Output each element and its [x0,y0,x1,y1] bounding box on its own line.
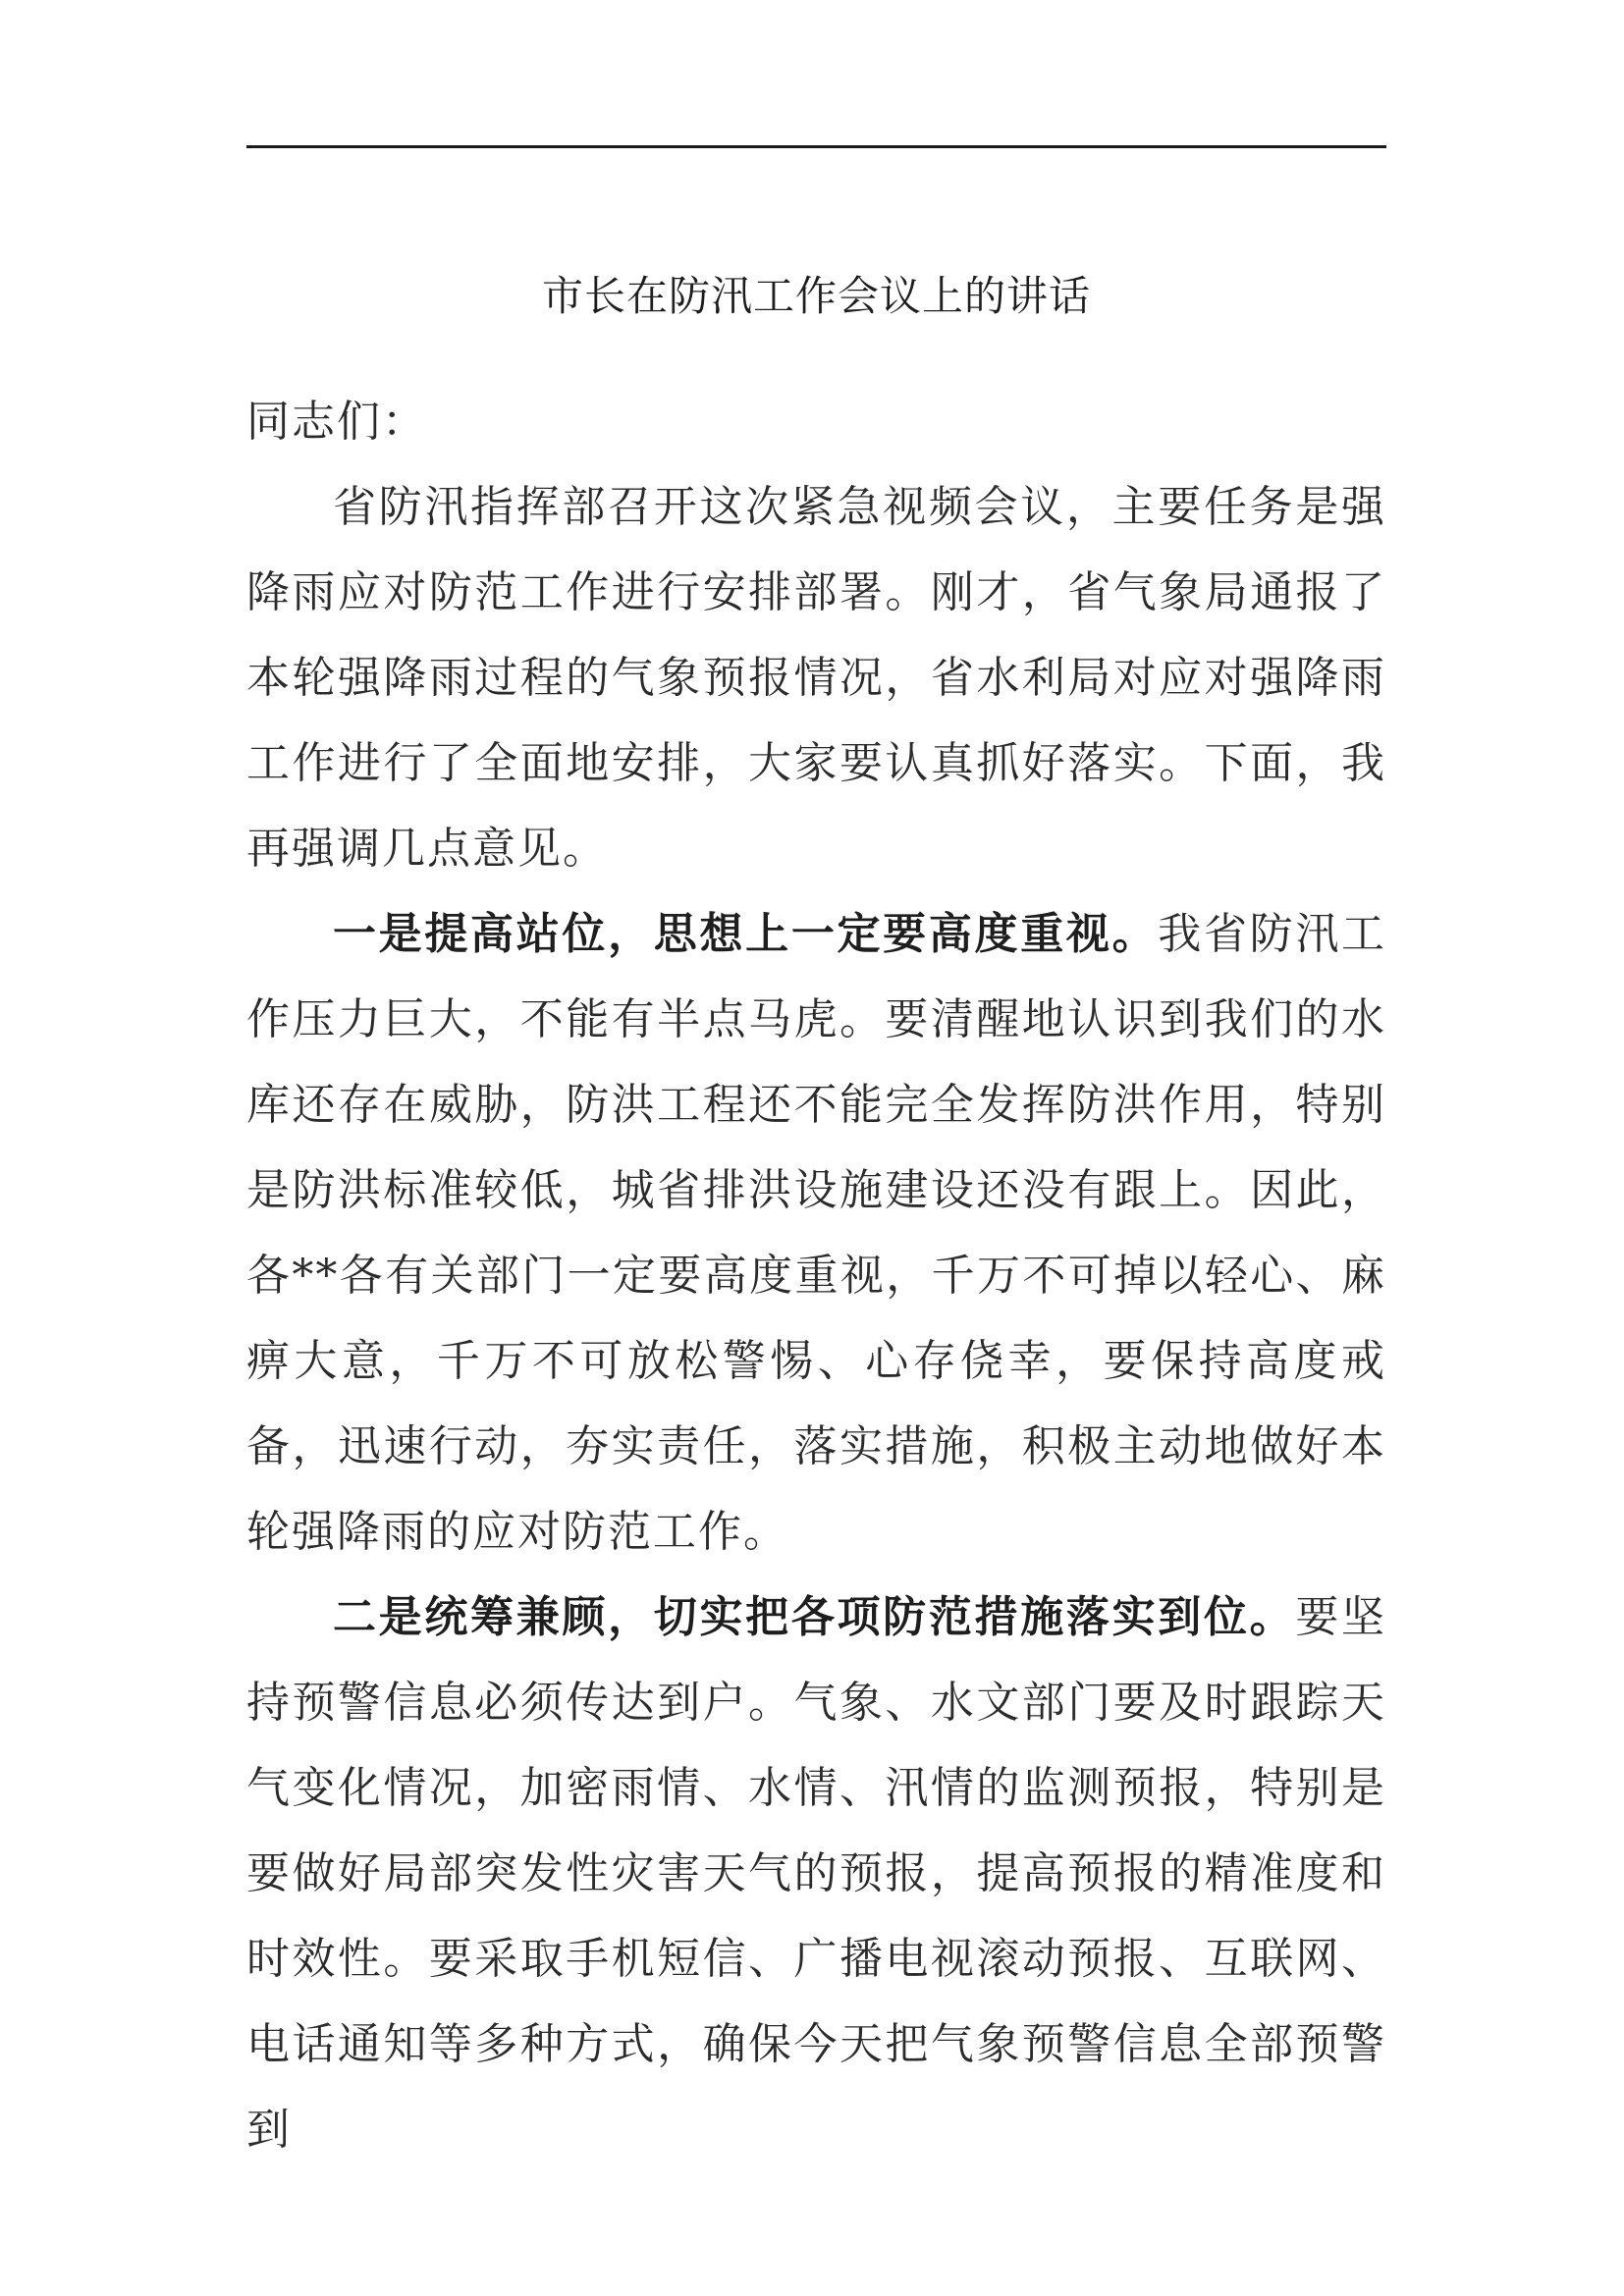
document-body [246,379,1386,2172]
salutation: 同志们： [246,397,427,447]
paragraph-point-1 [246,891,1386,1575]
header-rule [246,145,1386,148]
paragraph-text: 我省防汛工作压力巨大，不能有半点马虎。要清醒地认识到我们的水库还存在威胁，防洪工程还不能完全发挥防洪作用，特别是防洪标准较低，城省排洪设施建设还没有跟上。因此，各**各有关部门一定要高度重视，千万不可掉以轻心、麻痹大意，千万不可放松警惕、心存侥幸，要保持高度戒备，迅速行动，夯实责任，落实措施，积极主动地做好本轮强降雨的应对防范工作。 [246,909,1387,1557]
paragraph-intro [246,464,1386,891]
paragraph-point-2 [246,1575,1386,2172]
paragraph-text: 省防汛指挥部召开这次紧急视频会议，主要任务是强降雨应对防范工作进行安排部署。刚才，省气象局通报了本轮强降雨过程的气象预报情况，省水利局对应对强降雨工作进行了全面地安排，大家要认真抓好落实。下面，我再强调几点意见。 [246,482,1386,874]
paragraph-lead: 二是统筹兼顾，切实把各项防范措施落实到位。 [333,1592,1296,1642]
paragraph-lead: 一是提高站位，思想上一定要高度重视。 [333,909,1159,959]
document-title: 市长在防汛工作会议上的讲话 [541,272,1091,320]
paragraph-text: 要坚持预警信息必须传达到户。气象、水文部门要及时跟踪天气变化情况，加密雨情、水情、汛情的监测预报，特别是要做好局部突发性灾害天气的预报，提高预报的精准度和时效性。要采取手机短信、广播电视滚动预报、互联网、电话通知等多种方式，确保今天把气象预警信息全部预警到 [246,1592,1387,2155]
